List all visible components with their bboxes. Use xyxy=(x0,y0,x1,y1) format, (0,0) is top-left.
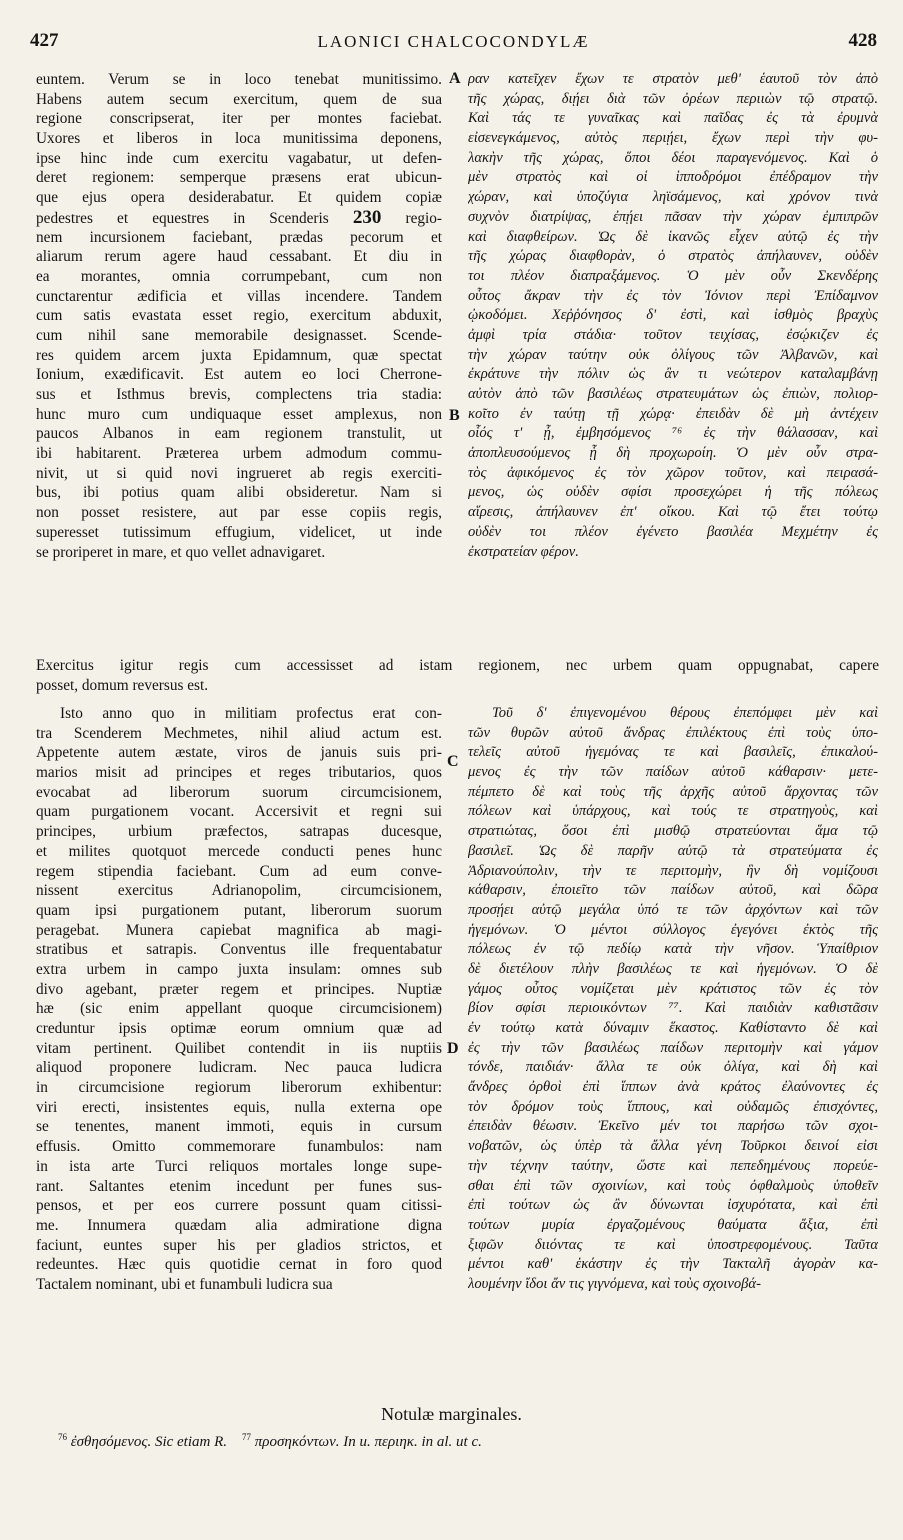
greek-column-top xyxy=(468,70,878,562)
section-marker-c: C xyxy=(447,753,459,770)
text-line: cunctarentur ædificia et villas incendere. Tandem xyxy=(36,287,442,305)
text-line: πόλεων καὶ ὑπάρχους, καὶ τούς τε στρατηγοὺς, καὶ xyxy=(468,803,878,820)
text-line: quam ipsi purgationem putant, liberorum suorum xyxy=(36,901,442,919)
running-header xyxy=(30,30,877,60)
text-line: τοι πλέον διαπραξάμενος. Ὁ μὲν οὖν Σκενδέρης xyxy=(468,267,878,284)
text-line: Ἀδριανούπολιν, τὴν τε περιτομὴν, ἣν δὴ νομίζουσι xyxy=(468,862,878,879)
text-line: μὲν στρατὸς καὶ οἱ ἱπποδρόμοι ἐπέδραμον τὴν xyxy=(468,169,878,186)
text-line: nivit, ut si quid novi ingrueret ab regis exerciti- xyxy=(36,464,442,482)
section-marker-a: A xyxy=(449,70,461,87)
text-line: τὸν δρόμον τοὺς ἵππους, καὶ οὐδαμῶς ἐπισχόντες, xyxy=(468,1098,878,1115)
text-line: non posset resistere, aut par esse copiis regis, xyxy=(36,504,442,522)
text-line: πόλεως ἐν τῷ πεδίῳ κατὰ τὴν νῆσον. Ὑπαίθριον xyxy=(468,941,878,958)
text-line: ἀποπλευσούμενος ᾗ δὴ προχωροίη. Ὁ μὲν οὖν στρα- xyxy=(468,445,878,462)
latin-column-top xyxy=(36,70,442,562)
text-line: cum satis evastata esset regio, exercitum abduxit, xyxy=(36,307,442,325)
text-line: et milites quotquot mercede conducti penes hunc xyxy=(36,842,442,860)
text-line: βασιλεῖ. Ὡς δὲ παρῆν αὐτῷ τὰ στρατεύματα ἐς xyxy=(468,842,878,859)
text-line: tra Scenderem Mechmetes, nihil aliud actum est. xyxy=(36,724,442,742)
text-fragment: regio- xyxy=(405,209,442,227)
text-fragment: pedestres et equestres in Scenderis xyxy=(36,209,329,227)
text-line: σθαι ἐπὶ τῶν σχοινίων, καὶ τοὺς ὀφθαλμοὺς ὑποθεῖν xyxy=(468,1177,878,1194)
text-line: evocabat ad liberorum suorum circumcisionem, xyxy=(36,783,442,801)
text-line: Habens autem secum exercitum, quem de sua xyxy=(36,90,442,108)
text-line: Τοῦ δ' ἐπιγενομένου θέρους ἐπεπόμφει μὲν καὶ xyxy=(492,705,878,721)
text-line xyxy=(36,208,442,228)
running-title: LAONICI CHALCOCONDYLÆ xyxy=(317,32,590,51)
text-line: Isto anno quo in militiam profectus erat con- xyxy=(60,705,442,722)
text-line: τῆς χώρας, διῄει διὰ τῶν ὀρέων περιιὼν τῷ στρατῷ. xyxy=(468,90,878,107)
text-line: ἡγεμόνων. Ὁ μέντοι σύλλογος ἐγεγόνει ἐκτὸς τῆς xyxy=(468,921,878,938)
text-line: posset, domum reversus est. xyxy=(36,676,209,694)
text-line: στρατιώτας, ὅσοι ἐπὶ μισθῷ στρατεύονται ἅμα τῷ xyxy=(468,823,878,840)
text-line: ἐν τούτῳ κατὰ δύναμιν ἕκαστος. Καθίσταντο δὲ καὶ xyxy=(468,1020,878,1036)
text-line: creduntur ipsis optimæ eorum omnium quæ ad xyxy=(36,1020,442,1037)
text-line: μενος, ὡς οὐδὲν σφίσι προσεχώρει ἡ τῆς πόλεως xyxy=(468,484,878,501)
text-line: euntem. Verum se in loco tenebat munitissimo. xyxy=(36,71,442,88)
text-line: Exercitus igitur regis cum accessisset ad istam regionem, nec urbem quam oppugnabat, capere xyxy=(36,657,879,674)
text-line: peragebat. Munera capiebat magnifica ab magi- xyxy=(36,921,442,939)
greek-column-bottom xyxy=(468,704,878,1295)
text-line: λουμένην ἴδοι ἄν τις γιγνόμενα, καὶ τοὺς σχοινοβά- xyxy=(468,1275,761,1292)
text-line: τὴν χώραν ταύτην οὐκ ὀλίγους τῶν Ἀλβανῶν, καὶ xyxy=(468,346,878,363)
text-line: principes, urbium præfectos, satrapas ducesque, xyxy=(36,823,442,841)
text-line: hæ (sic enim appellant quoque circumcisionem) xyxy=(36,1000,442,1018)
text-line: τῆς χώρας διαφθορὰν, ὁ στρατὸς ἀπήλαυνεν, οὐδὲν xyxy=(468,248,878,265)
text-line: τελεῖς αὐτοῦ ἡγεμόνας τε καὶ βασιλεῖς, ἐπικαλού- xyxy=(468,744,878,761)
text-line: τὸς ἀφικόμενος ἐς τὸν χῶρον τοῦτον, καὶ πειρασά- xyxy=(468,464,878,481)
text-line: viri erecti, insistentes equis, nulla externa ope xyxy=(36,1098,442,1116)
footnotes xyxy=(58,1432,482,1451)
text-line: res quidem arcem juxta Epidamnum, quæ spectat xyxy=(36,346,442,364)
text-line: in ista arte Turci reliquos mortales longe supe- xyxy=(36,1157,442,1175)
text-line: se tenentes, manent immoti, equis in cursum xyxy=(36,1118,442,1136)
text-line: in circumcisione regiorum liberorum exhibentur: xyxy=(36,1079,442,1097)
text-line: vitam pertinent. Quilibet contendit in iis nuptiis xyxy=(36,1039,442,1057)
text-line: me. Innumera quædam alia admiratione digna xyxy=(36,1216,442,1234)
text-line: faciunt, euntes super his per gladios strictos, et xyxy=(36,1236,442,1254)
text-line: aliquod proponere ludicram. Nec pauca ludicra xyxy=(36,1059,442,1077)
text-line: οὗτος ἄκραν τὴν ἐς τὸν Ἰόνιον περὶ Ἐπίδαμνον xyxy=(468,287,878,304)
text-line: βίον σφίσι περιοικόντων ⁷⁷. Καὶ παιδιὰν καθιστᾶσιν xyxy=(468,1000,878,1017)
text-line: stratibus et satrapis. Conventus ille frequentabatur xyxy=(36,941,442,959)
notulae-heading: Notulæ marginales. xyxy=(381,1404,522,1424)
text-line: τόνδε, παιδιάν· ἄλλα τε οὐκ ὀλίγα, καὶ δὴ καὶ xyxy=(468,1059,878,1076)
text-line: ἄνδρες ὀρθοὶ ἐπὶ ἵππων ἀνὰ κράτος ἐλαύνοντες ἐς xyxy=(468,1079,878,1096)
text-line: ξιφῶν διιόντας τε καὶ ὑποστρεφομένους. Ταῦτα xyxy=(468,1236,878,1253)
text-line: οἷός τ' ᾖ, ἐμβησόμενος ⁷⁶ ἐς τὴν θάλασσαν, καὶ xyxy=(468,425,878,442)
text-line: regione conscripserat, iter per montes faciebat. xyxy=(36,110,442,128)
text-line: ᾠκοδόμει. Χεῤῥόνησος δ' ἐστὶ, καὶ ἰσθμὸς βραχὺς xyxy=(468,307,878,324)
text-line: deret regionem: semperque præsens erat ubicun- xyxy=(36,169,442,187)
text-line: ipse hinc inde cum exercitu vagabatur, ut defen- xyxy=(36,149,442,167)
section-marker-d: D xyxy=(447,1040,459,1057)
text-line: marios misit ad principes et reges tributarios, quos xyxy=(36,764,442,782)
text-line: πέμπετο δὲ καὶ τοὺς τῆς ἀρχῆς αὐτοῦ ἄρχοντας τῶν xyxy=(468,783,878,800)
text-line: regem stipendia faciebant. Cum ad eum conve- xyxy=(36,862,442,880)
text-line: paucos Albanos in eam regionem transtulit, ut xyxy=(36,425,442,443)
text-line: αἵρεσις, ἀπήλαυνεν ἐπ' οἴκου. Καὶ τῷ ἔτει τούτῳ xyxy=(468,504,878,521)
text-line: nem incursionem faciebant, prædas pecorum et xyxy=(36,228,442,246)
text-line: superesset tutissimum effugium, videlicet, ut inde xyxy=(36,523,442,541)
text-line: προσῄει αὐτῷ μεγάλα ὑπό τε τῶν ἀρχόντων καὶ τῶν xyxy=(468,901,878,918)
text-line: νοβατῶν, ὡς ὑπὲρ τὰ ἄλλα γένη Τοῦρκοι δεινοί εἰσι xyxy=(468,1138,878,1155)
latin-full-width-lines xyxy=(36,656,879,695)
text-line: γάμος οὗτος νομίζεται μὲν κράτιστος τῶν ἐς τὸν xyxy=(468,980,878,997)
footnote-76-number: 76 xyxy=(58,1432,67,1442)
text-line: κάθαρσιν, ἐποιεῖτο τῶν παίδων αὐτοῦ, καὶ δῶρα xyxy=(468,882,878,899)
text-line: ea morantes, omnia corrumpebant, cum non xyxy=(36,267,442,285)
page-number-left: 427 xyxy=(30,30,59,51)
text-line: οὐδὲν τοι πλέον ἐγένετο βασιλέα Μεχμέτην ἐς xyxy=(468,523,878,540)
text-line: Tactalem nominant, ubi et funambuli ludicra sua xyxy=(36,1275,333,1293)
text-line: aliarum rerum agere haud cessabant. Et diu in xyxy=(36,248,442,266)
text-line: μενος ἐς τὴν τῶν παίδων αὐτοῦ κάθαρσιν· μετε- xyxy=(468,764,878,781)
text-line: τῶν θυρῶν αὐτοῦ ἄνδρας ἐπιλέκτους ἐπὶ τοὺς ὑπο- xyxy=(468,724,878,741)
text-line: μέντοι καθ' ἑκάστην ἐς τὴν Τακταλῆ ἀγορὰν κα- xyxy=(468,1256,878,1273)
text-line: Καὶ τάς τε γυναῖκας καὶ παῖδας ἐς τὰ ἐρυμνὰ xyxy=(468,110,878,127)
inline-page-reference: 230 xyxy=(352,207,382,228)
text-line: hunc muro cum undiquaque esset amplexus, non xyxy=(36,405,442,423)
text-line: divo agebant, præter regem et principes. Nuptiæ xyxy=(36,980,442,998)
text-line: se proriperet in mare, et quo vellet adnavigaret. xyxy=(36,543,326,561)
text-line: ἐκράτυνε τὴν πόλιν ὡς ἂν τι νεώτερον καταλαμβάνῃ xyxy=(468,366,878,383)
text-line: Appetente autem æstate, viros de januis suis pri- xyxy=(36,744,442,762)
text-line: εἰσενεγκάμενος, αὐτὸς περιῄει, ἔχων περὶ τὴν φυ- xyxy=(468,130,878,147)
text-line: pensos, et per eos currere possunt quam citissi- xyxy=(36,1197,442,1215)
text-line: καὶ διαφθείρων. Ὡς δὲ ἱκανῶς εἶχεν αὐτῷ ἐς τὴν xyxy=(468,228,878,245)
footnote-77-text: προσηκόντων. In u. περιηκ. in al. ut c. xyxy=(254,1434,482,1450)
text-line: Ionium, exædificavit. Est autem eo loci Cherrone- xyxy=(36,366,442,384)
text-line: rant. Saltantes etenim incedunt per funes sus- xyxy=(36,1177,442,1195)
text-line: bus, ibi potius quam alibi obsideretur. Nam si xyxy=(36,484,442,502)
text-line: cum nihil sane memorabile designasset. Scende- xyxy=(36,326,442,344)
text-line: αὐτὸν ἀπὸ τῶν βασιλέως στρατευμάτων ὡς ἐπιὼν, πολιορ- xyxy=(468,386,878,402)
text-line: ἐκστρατείαν φέρον. xyxy=(468,543,579,560)
text-line: ραν κατεῖχεν ἔχων τε στρατὸν μεθ' ἑαυτοῦ τὸν ἀπὸ xyxy=(468,71,878,87)
text-line: ἐς τὴν τῶν βασιλέως παίδων περιτομὴν καὶ γάμον xyxy=(468,1039,878,1056)
text-line: ἐπὶ τούτων ὡς ἂν δύνωνται ἰσχυρότατα, καὶ ἐπὶ xyxy=(468,1197,878,1214)
text-line: redeuntes. Hæc quis quotidie cernat in foro quod xyxy=(36,1256,442,1274)
latin-column-bottom xyxy=(36,704,442,1295)
text-line: λακὴν τῆς χώρας, ὅποι δέοι παραγενόμενος. Καὶ ὁ xyxy=(468,149,878,166)
text-line: ibi habitarent. Præterea urbem admodum commu- xyxy=(36,445,442,463)
text-line: effusis. Omitto commemorare funambulos: nam xyxy=(36,1138,442,1156)
text-line: que ejus opera desiderabatur. Et quidem copiæ xyxy=(36,189,442,207)
text-line: extra urbem in campo juxta insulam: omnes sub xyxy=(36,960,442,978)
text-line: Uxores et liberos in loca munitissima deponens, xyxy=(36,130,442,148)
text-line: συχνὸν διατρίψας, ἐπῄει πᾶσαν τὴν χώραν ἐμπιπρῶν xyxy=(468,208,878,225)
footnote-76-text: ἐσθησόμενος. Sic etiam R. xyxy=(70,1434,228,1450)
text-line: ἐπειδὰν θέωσιν. Ἐκεῖνο μέν τοι παρήσω τῶν σχοι- xyxy=(468,1118,878,1135)
page-number-right: 428 xyxy=(848,30,877,51)
text-line: τὴν τέχνην ταύτην, ὥστε καὶ πεπεδημένους πορεύε- xyxy=(468,1157,878,1174)
text-line: κοῖτο ἐν ταύτῃ τῇ χώρᾳ· ἐπειδὰν δὲ μὴ ἀντέχειν xyxy=(468,405,878,422)
text-line: quam purgationem vocant. Accersivit et regni sui xyxy=(36,803,442,821)
section-marker-b: B xyxy=(449,407,460,424)
text-line: nissent exercitus Adrianopolim, circumcisionem, xyxy=(36,882,442,900)
text-line: ἀμφὶ τρία στάδια· τοῦτον τειχίσας, ἐσῴκιζεν ἐς xyxy=(468,326,878,343)
text-line: χώραν, καὶ ὑποζύγια ληϊσάμενος, καὶ χρόνον τινὰ xyxy=(468,189,878,206)
text-line: τούτων μυρία ἐργαζομένους θαύματα ἄξια, ἐπὶ xyxy=(468,1216,878,1233)
footnote-77-number: 77 xyxy=(242,1432,252,1442)
text-line: sus et Isthmus brevis, complectens tria stadia: xyxy=(36,386,442,403)
text-line: δὲ διετέλουν πλὴν βασιλέως τε καὶ ἡγεμόνων. Ὁ δὲ xyxy=(468,960,878,977)
